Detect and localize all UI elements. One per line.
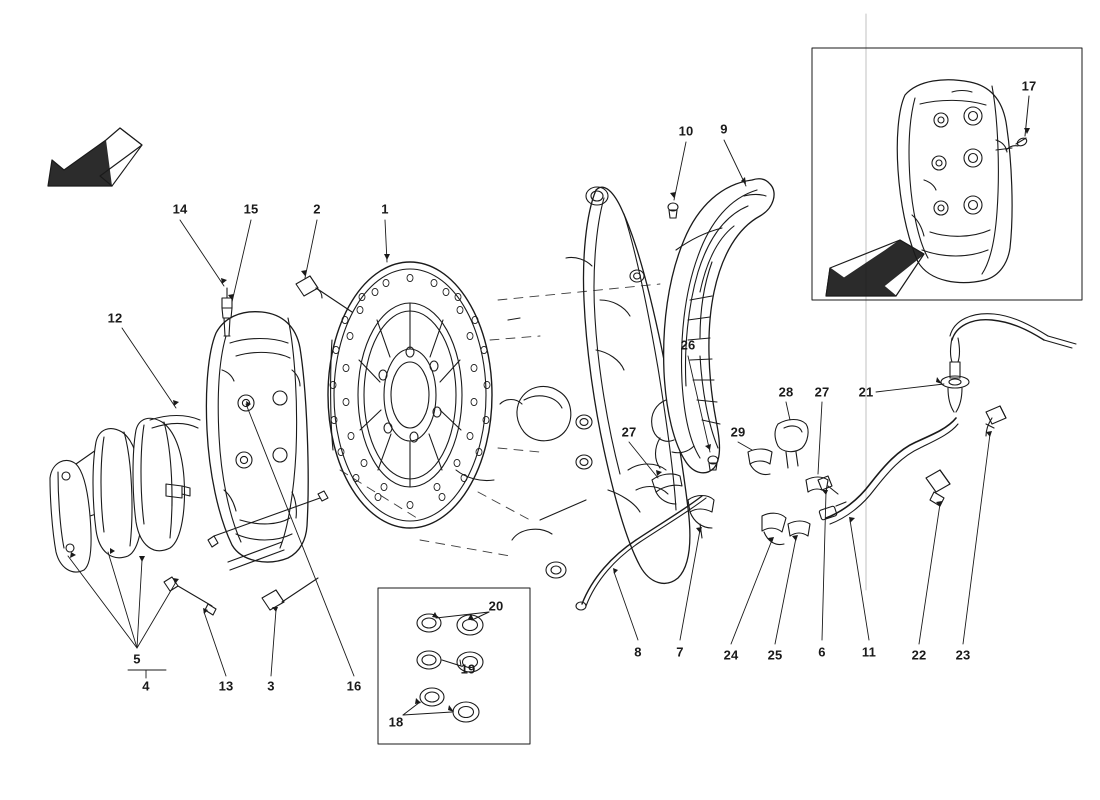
callout-22: 22 (911, 647, 927, 663)
callout-13: 13 (218, 678, 234, 694)
callout-21: 21 (858, 384, 874, 400)
callout-1: 1 (381, 201, 389, 217)
brake-disc (328, 262, 492, 528)
callout-2: 2 (313, 201, 321, 217)
callout-4: 4 (142, 678, 150, 694)
callout-12: 12 (107, 310, 123, 326)
callout-15: 15 (243, 201, 259, 217)
callout-25: 25 (767, 647, 783, 663)
main-direction-arrow (48, 128, 142, 186)
callout-20: 20 (488, 598, 504, 614)
callout-28: 28 (778, 384, 794, 400)
callout-29: 29 (730, 424, 746, 440)
callout-10: 10 (678, 123, 694, 139)
callout-11: 11 (861, 644, 877, 660)
callout-8: 8 (634, 644, 642, 660)
callout-23: 23 (955, 647, 971, 663)
callout-18: 18 (388, 714, 404, 730)
callout-6: 6 (818, 644, 826, 660)
brake-pads (50, 416, 200, 572)
callout-17: 17 (1021, 78, 1037, 94)
caliper-detail-inset (812, 48, 1082, 300)
callout-14: 14 (172, 201, 188, 217)
callout-27-left: 27 (621, 424, 637, 440)
wheel-hub-carrier (508, 187, 690, 583)
callout-9: 9 (720, 121, 728, 137)
callout-7: 7 (676, 644, 684, 660)
callout-5: 5 (133, 651, 141, 667)
callout-3: 3 (267, 678, 275, 694)
callout-19: 19 (460, 661, 476, 677)
callout-16: 16 (346, 678, 362, 694)
callout-27-right: 27 (814, 384, 830, 400)
front-caliper (206, 312, 308, 562)
callout-26: 26 (680, 337, 696, 353)
callout-24: 24 (723, 647, 739, 663)
